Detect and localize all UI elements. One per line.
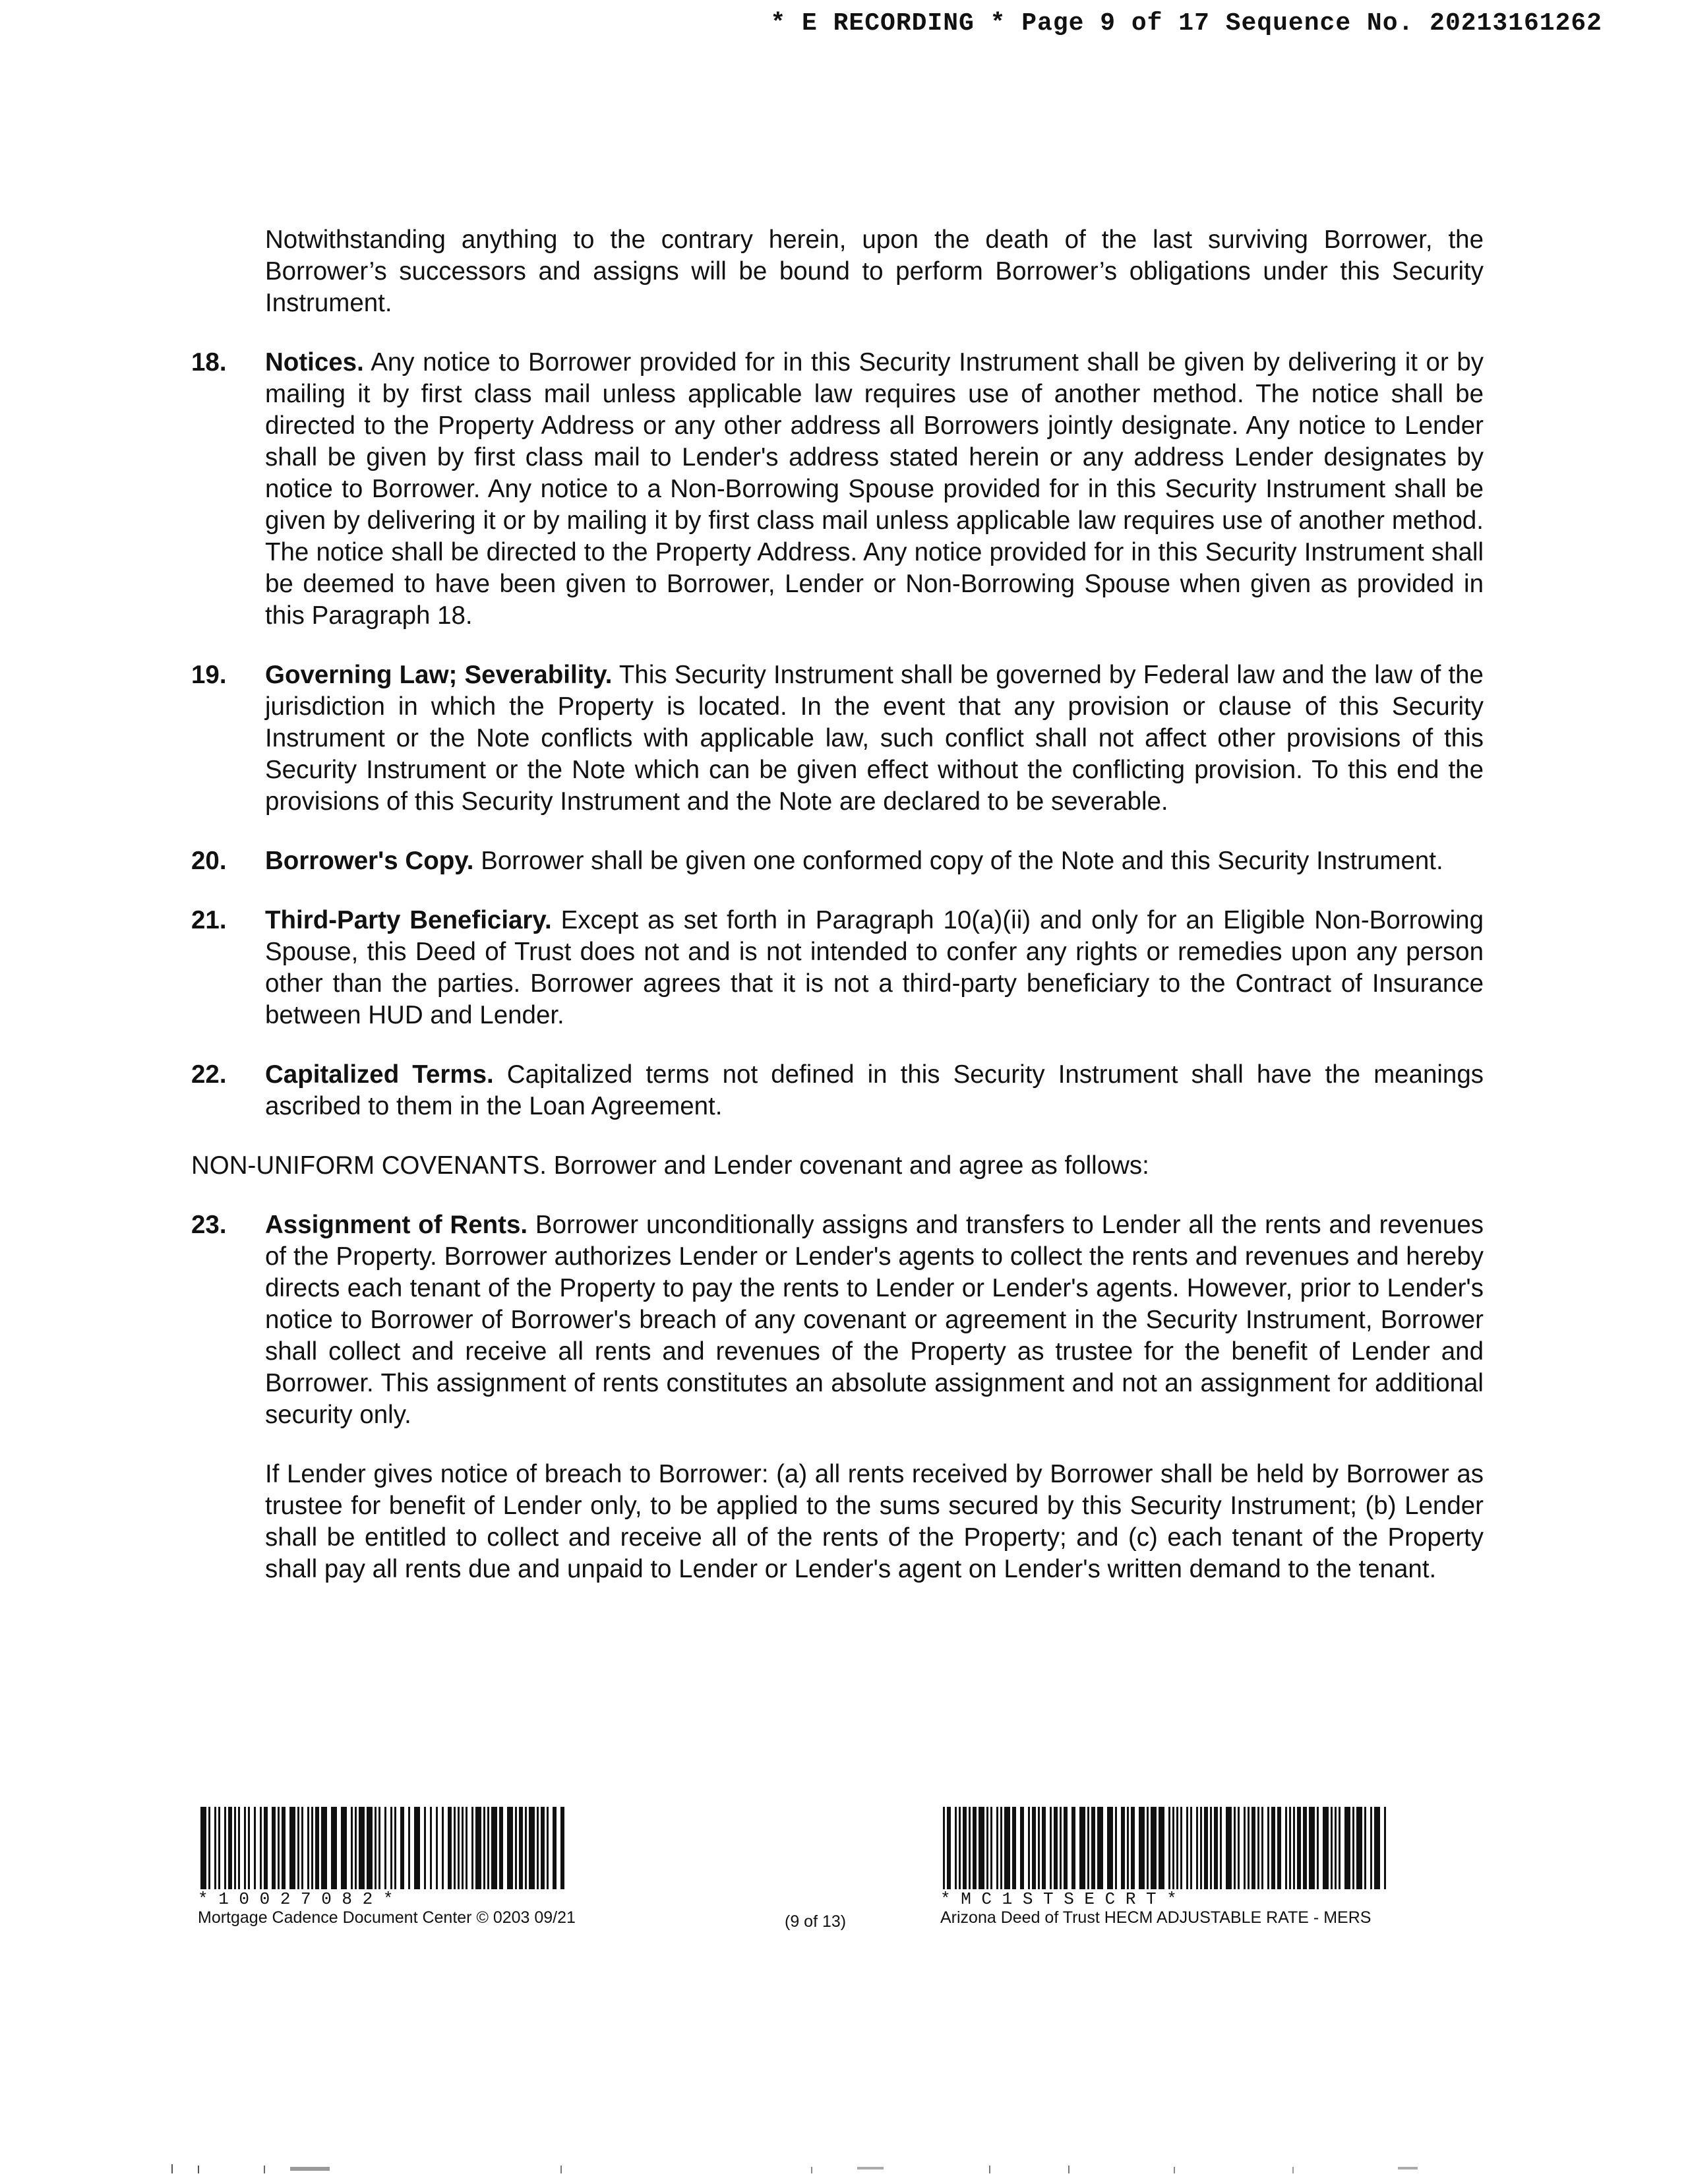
- barcode-bar: [1042, 1807, 1046, 1889]
- barcode-bar: [341, 1807, 347, 1889]
- barcode-bar: [1238, 1807, 1240, 1889]
- barcode-bar: [375, 1807, 377, 1889]
- right-barcode-image: [940, 1807, 1389, 1889]
- barcode-bar: [1028, 1807, 1030, 1889]
- section-23: [191, 1209, 1484, 1431]
- section-text: Except as set forth in Paragraph 10(a)(ii) and only for an Eligible Non-Borrowing Spouse, this Deed of Trust does not and is not intended to confer any rights or remedies upon any person other than the parties. Borrower agrees that it is not a third-party beneficiary to the Contract of Insurance between HUD and Lender.: [265, 906, 1484, 1029]
- barcode-bar: [321, 1807, 327, 1889]
- right-barcode-text: * M C 1 S T S E C R T *: [940, 1889, 1177, 1909]
- section-title: Capitalized Terms.: [265, 1060, 494, 1089]
- section-text: This Security Instrument shall be governed by Federal law and the law of the jurisdiction in which the Property is located. In the event that any provision or clause of this Security Instrument or the Note conflicts with applicable law, such conflict shall not affect other provisions of this Security Instrument or the Note which can be given effect without the conflicting provision. To this end the provisions of this Security Instrument and the Note are declared to be severable.: [265, 661, 1484, 816]
- barcode-bar: [1107, 1807, 1113, 1889]
- barcode-bar: [1352, 1807, 1354, 1889]
- barcode-bar: [1196, 1807, 1198, 1889]
- barcode-bar: [560, 1807, 564, 1889]
- barcode-bar: [471, 1807, 473, 1889]
- barcode-bar: [234, 1807, 236, 1889]
- barcode-bar: [1032, 1807, 1036, 1889]
- section-title: Third-Party Beneficiary.: [265, 906, 552, 934]
- barcode-bar: [1244, 1807, 1246, 1889]
- barcode-bar: [1176, 1807, 1178, 1889]
- barcode-bar: [424, 1807, 426, 1889]
- barcode-bar: [1339, 1807, 1341, 1889]
- barcode-bar: [1364, 1807, 1366, 1889]
- barcode-bar: [1309, 1807, 1315, 1889]
- barcode-bar: [1071, 1807, 1075, 1889]
- right-footer-caption: Arizona Deed of Trust HECM ADJUSTABLE RATE - MERS: [940, 1908, 1372, 1927]
- barcode-bar: [1060, 1807, 1062, 1889]
- barcode-bar: [1131, 1807, 1135, 1889]
- barcode-bar: [1323, 1807, 1329, 1889]
- barcode-bar: [525, 1807, 527, 1889]
- barcode-bar: [454, 1807, 456, 1889]
- barcode-bar: [278, 1807, 280, 1889]
- barcode-bar: [973, 1807, 977, 1889]
- barcode-bar: [244, 1807, 246, 1889]
- barcode-bar: [307, 1807, 309, 1889]
- barcode-bar: [1344, 1807, 1350, 1889]
- barcode-bar: [1220, 1807, 1222, 1889]
- barcode-bar: [547, 1807, 549, 1889]
- barcode-bar: [943, 1807, 945, 1889]
- barcode-bar: [1038, 1807, 1040, 1889]
- barcode-bar: [315, 1807, 319, 1889]
- barcode-bar: [1234, 1807, 1236, 1889]
- barcode-bar: [1012, 1807, 1016, 1889]
- barcode-bar: [311, 1807, 313, 1889]
- barcode-bar: [491, 1807, 497, 1889]
- barcode-bar: [289, 1807, 295, 1889]
- section-18: [191, 347, 1484, 632]
- barcode-bar: [1168, 1807, 1170, 1889]
- section-number: 21.: [191, 906, 227, 934]
- section-19: [191, 659, 1484, 818]
- section-title: Notices.: [265, 348, 364, 377]
- barcode-bar: [297, 1807, 299, 1889]
- barcode-bar: [331, 1807, 337, 1889]
- barcode-bar: [228, 1807, 232, 1889]
- barcode-bar: [1356, 1807, 1362, 1889]
- barcode-bar: [1079, 1807, 1085, 1889]
- barcode-bar: [1020, 1807, 1024, 1889]
- barcode-bar: [214, 1807, 216, 1889]
- recording-header: * E RECORDING * Page 9 of 17 Sequence No. 20213161262: [770, 9, 1602, 38]
- barcode-bar: [1303, 1807, 1307, 1889]
- barcode-bar: [1159, 1807, 1164, 1889]
- barcode-bar: [1172, 1807, 1174, 1889]
- document-footer: [0, 1807, 1688, 1939]
- barcode-bar: [448, 1807, 452, 1889]
- barcode-bar: [218, 1807, 220, 1889]
- barcode-bar: [208, 1807, 210, 1889]
- barcode-bar: [1091, 1807, 1095, 1889]
- barcode-bar: [1050, 1807, 1052, 1889]
- section-text: Capitalized terms not defined in this Security Instrument shall have the meanings ascribed to them in the Loan Agreement.: [265, 1060, 1484, 1120]
- barcode-bar: [1087, 1807, 1089, 1889]
- barcode-bar: [990, 1807, 992, 1889]
- page-count: (9 of 13): [785, 1912, 847, 1931]
- left-footer-caption: Mortgage Cadence Document Center © 0203 09/21: [198, 1908, 576, 1927]
- barcode-bar: [1331, 1807, 1333, 1889]
- barcode-bar: [1204, 1807, 1208, 1889]
- barcode-bar: [301, 1807, 303, 1889]
- left-barcode-text: * 1 0 0 2 7 0 8 2 *: [198, 1889, 394, 1909]
- barcode-bar: [1186, 1807, 1188, 1889]
- barcode-bar: [1139, 1807, 1145, 1889]
- barcode-bar: [1289, 1807, 1291, 1889]
- barcode-bar: [248, 1807, 250, 1889]
- barcode-bar: [414, 1807, 420, 1889]
- barcode-bar: [1293, 1807, 1295, 1889]
- section-text: Borrower unconditionally assigns and transfers to Lender all the rents and revenues of the Property. Borrower authorizes Lender or Lender's agents to collect the rents and revenues and hereby directs each tenant of the Property to pay the rents to Lender or Lender's agents. However, prior to Lender's notice to Borrower of Borrower's breach of any covenant or agreement in the Security Instrument, Borrower shall collect and receive all rents and revenues of the Property as trustee for the benefit of Lender and Borrower. This assignment of rents constitutes an absolute assignment and not an assignment for additional security only.: [265, 1211, 1484, 1429]
- non-uniform-covenants-heading: NON-UNIFORM COVENANTS. Borrower and Lender covenant and agree as follows:: [191, 1151, 1149, 1180]
- section-23-continuation: If Lender gives notice of breach to Borrower: (a) all rents received by Borrower shall be held by Borrower as trustee for benefit of Lender only, to be applied to the sums secured by this Security Instrument; (b) Lender shall be entitled to collect and receive all of the rents of the Property; and (c) each tenant of the Property shall pay all rents due and unpaid to Lender or Lender's agent on Lender's written demand to the tenant.: [265, 1460, 1484, 1583]
- barcode-bar: [1297, 1807, 1301, 1889]
- section-title: Governing Law; Severability.: [265, 661, 613, 689]
- right-barcode-block: [940, 1807, 1389, 1927]
- barcode-bar: [390, 1807, 392, 1889]
- barcode-bar: [394, 1807, 396, 1889]
- barcode-bar: [466, 1807, 467, 1889]
- barcode-bar: [224, 1807, 226, 1889]
- barcode-bar: [1000, 1807, 1002, 1889]
- barcode-bar: [430, 1807, 432, 1889]
- barcode-bar: [947, 1807, 951, 1889]
- barcode-bar: [1285, 1807, 1287, 1889]
- left-barcode-image: [198, 1807, 567, 1889]
- barcode-bar: [475, 1807, 481, 1889]
- barcode-bar: [1054, 1807, 1058, 1889]
- barcode-bar: [1271, 1807, 1275, 1889]
- barcode-bar: [408, 1807, 410, 1889]
- barcode-bar: [507, 1807, 513, 1889]
- section-number: 23.: [191, 1211, 227, 1239]
- barcode-bar: [1200, 1807, 1202, 1889]
- section-title: Borrower's Copy.: [265, 847, 474, 875]
- barcode-bar: [969, 1807, 971, 1889]
- barcode-bar: [529, 1807, 535, 1889]
- barcode-bar: [1064, 1807, 1068, 1889]
- barcode-bar: [351, 1807, 353, 1889]
- barcode-bar: [1384, 1807, 1386, 1889]
- barcode-bar: [1180, 1807, 1182, 1889]
- barcode-bar: [282, 1807, 286, 1889]
- barcode-bar: [996, 1807, 998, 1889]
- barcode-bar: [1226, 1807, 1232, 1889]
- barcode-bar: [1147, 1807, 1149, 1889]
- barcode-bar: [959, 1807, 961, 1889]
- barcode-bar: [367, 1807, 373, 1889]
- section-20: [191, 845, 1484, 877]
- barcode-bar: [458, 1807, 460, 1889]
- barcode-bar: [963, 1807, 967, 1889]
- barcode-bar: [254, 1807, 256, 1889]
- barcode-bar: [355, 1807, 357, 1889]
- barcode-bar: [1127, 1807, 1129, 1889]
- barcode-bar: [264, 1807, 268, 1889]
- barcode-bar: [1317, 1807, 1319, 1889]
- barcode-bar: [541, 1807, 545, 1889]
- barcode-bar: [1190, 1807, 1192, 1889]
- section-number: 22.: [191, 1060, 227, 1089]
- barcode-bar: [1261, 1807, 1263, 1889]
- barcode-bar: [483, 1807, 485, 1889]
- section-number: 18.: [191, 348, 227, 377]
- barcode-bar: [442, 1807, 444, 1889]
- barcode-bar: [1257, 1807, 1259, 1889]
- barcode-bar: [378, 1807, 380, 1889]
- barcode-bar: [979, 1807, 984, 1889]
- barcode-bar: [1210, 1807, 1212, 1889]
- section-number: 20.: [191, 847, 227, 875]
- barcode-bar: [272, 1807, 276, 1889]
- barcode-bar: [200, 1807, 206, 1889]
- barcode-bar: [1370, 1807, 1372, 1889]
- barcode-bar: [553, 1807, 557, 1889]
- barcode-bar: [384, 1807, 386, 1889]
- section-22: [191, 1059, 1484, 1122]
- barcode-bar: [499, 1807, 503, 1889]
- barcode-bar: [238, 1807, 240, 1889]
- section-21: [191, 905, 1484, 1031]
- barcode-bar: [515, 1807, 517, 1889]
- scan-artifacts: [132, 2162, 1517, 2175]
- barcode-bar: [1248, 1807, 1250, 1889]
- barcode-bar: [1151, 1807, 1157, 1889]
- document-body: [191, 224, 1484, 1613]
- barcode-bar: [1277, 1807, 1281, 1889]
- barcode-bar: [487, 1807, 489, 1889]
- barcode-bar: [1214, 1807, 1218, 1889]
- barcode-bar: [359, 1807, 365, 1889]
- barcode-bar: [986, 1807, 988, 1889]
- barcode-bar: [462, 1807, 464, 1889]
- section-text: Borrower shall be given one conformed copy of the Note and this Security Instrument.: [481, 847, 1443, 875]
- left-barcode-block: [198, 1807, 576, 1927]
- barcode-bar: [1267, 1807, 1269, 1889]
- barcode-bar: [1374, 1807, 1380, 1889]
- section-title: Assignment of Rents.: [265, 1211, 528, 1239]
- barcode-bar: [955, 1807, 957, 1889]
- barcode-bar: [537, 1807, 539, 1889]
- barcode-bar: [1115, 1807, 1117, 1889]
- barcode-bar: [400, 1807, 404, 1889]
- section-number: 19.: [191, 661, 227, 689]
- intro-paragraph: Notwithstanding anything to the contrary herein, upon the death of the last surviving Borrower, the Borrower’s successors and assigns will be bound to perform Borrower’s obligations under this Security Instrument.: [265, 226, 1484, 317]
- section-text: Any notice to Borrower provided for in this Security Instrument shall be given by delivering it or by mailing it by first class mail unless applicable law requires use of another method. The notice shall be directed to the Property Address or any other address all Borrowers jointly designate. Any notice to Lender shall be given by first class mail to Lender's address stated herein or any address Lender designates by notice to Borrower. Any notice to a Non-Borrowing Spouse provided for in this Security Instrument shall be given by delivering it or by mailing it by first class mail unless applicable law requires use of another method. The notice shall be directed to the Property Address. Any notice provided for in this Security Instrument shall be deemed to have been given to Borrower, Lender or Non-Borrowing Spouse when given as provided in this Paragraph 18.: [265, 348, 1484, 630]
- barcode-bar: [1121, 1807, 1125, 1889]
- barcode-bar: [1097, 1807, 1103, 1889]
- barcode-bar: [1251, 1807, 1255, 1889]
- barcode-bar: [1004, 1807, 1010, 1889]
- barcode-bar: [436, 1807, 438, 1889]
- barcode-bar: [519, 1807, 523, 1889]
- barcode-bar: [260, 1807, 262, 1889]
- barcode-bar: [1335, 1807, 1337, 1889]
